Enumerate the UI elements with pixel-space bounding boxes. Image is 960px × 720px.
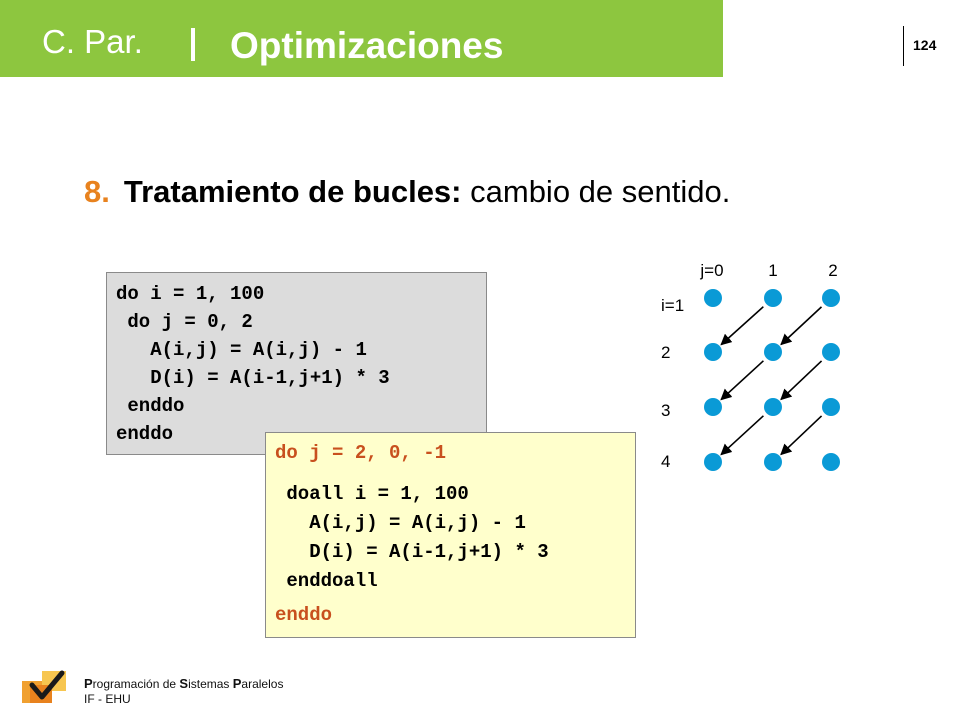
code-line: enddo [116, 423, 174, 445]
section-number: 8. [84, 174, 110, 209]
code-line-outer-loop: do j = 2, 0, -1 [275, 442, 447, 464]
iteration-space-svg [640, 250, 860, 490]
footer-subtitle: IF - EHU [84, 692, 131, 706]
section-heading [84, 175, 730, 209]
iteration-node [822, 398, 840, 416]
dependence-arrow [781, 361, 822, 399]
dependence-arrow [721, 416, 763, 455]
header-separator [191, 28, 195, 61]
course-label: C. Par. [42, 23, 143, 60]
iteration-node [704, 453, 722, 471]
code-line: enddoall [275, 570, 378, 592]
footer-title-cap: S [179, 676, 189, 691]
iteration-node [764, 453, 782, 471]
dependence-arrow [781, 416, 822, 454]
section-title-bold: Tratamiento de bucles: [123, 174, 462, 209]
transformed-loop-code-box [265, 432, 636, 638]
code-line-outer-end: enddo [275, 604, 333, 626]
code-line: D(i) = A(i-1,j+1) * 3 [275, 541, 549, 563]
page-number-divider [903, 26, 904, 66]
column-label: 2 [828, 261, 838, 280]
original-loop-code-box [106, 272, 487, 455]
iteration-node [704, 343, 722, 361]
row-label: 4 [661, 452, 671, 471]
iteration-node [822, 453, 840, 471]
code-line: A(i,j) = A(i,j) - 1 [116, 339, 367, 361]
dependence-arrow [721, 361, 763, 400]
code-line: D(i) = A(i-1,j+1) * 3 [116, 367, 390, 389]
footer-title [84, 676, 283, 691]
code-line: A(i,j) = A(i,j) - 1 [275, 512, 526, 534]
iteration-node [822, 343, 840, 361]
dependence-arrow [781, 307, 821, 345]
section-title-rest: cambio de sentido. [470, 174, 731, 209]
footer-title-cap: P [232, 676, 242, 691]
iteration-node [822, 289, 840, 307]
iteration-node [704, 289, 722, 307]
row-label: 3 [661, 401, 671, 420]
iteration-node [764, 398, 782, 416]
column-label: j=0 [700, 261, 724, 280]
code-line: doall i = 1, 100 [275, 483, 469, 505]
footer-title-text: istemas [188, 677, 233, 691]
code-line: do i = 1, 100 [116, 283, 265, 305]
column-label: 1 [768, 261, 778, 280]
row-label: i=1 [661, 296, 685, 315]
iteration-node [704, 398, 722, 416]
iteration-node [764, 289, 782, 307]
iteration-space-diagram [640, 250, 860, 490]
row-label: 2 [661, 343, 671, 362]
dependence-arrow [721, 307, 763, 345]
code-line: do j = 0, 2 [116, 311, 253, 333]
footer-title-cap: P [84, 676, 93, 691]
page-number: 124 [913, 37, 937, 53]
footer-title-text: aralelos [241, 677, 284, 691]
code-line: enddo [116, 395, 185, 417]
university-logo [20, 667, 68, 707]
page-title: Optimizaciones [230, 25, 504, 66]
iteration-node [764, 343, 782, 361]
footer-title-text: rogramación de [92, 677, 180, 691]
checkmark-logo-icon [20, 667, 68, 707]
